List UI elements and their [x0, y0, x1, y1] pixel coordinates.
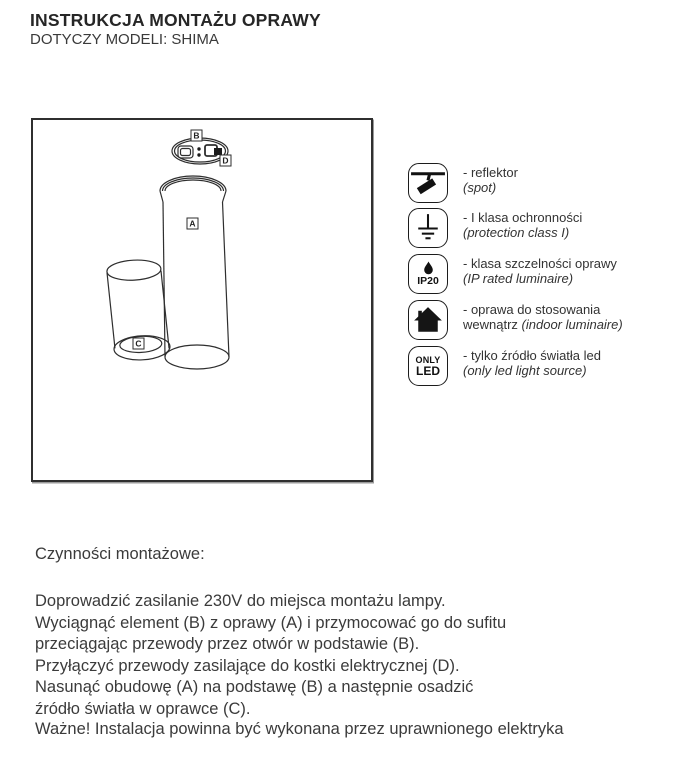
- housing-drawing: [160, 176, 229, 369]
- diagram-frame: [31, 118, 373, 482]
- spot-icon: [408, 163, 448, 203]
- spec-label-en: (protection class I): [463, 224, 570, 240]
- spec-label-pl: - reflektor: [463, 165, 518, 180]
- spec-text-reflektor: [463, 163, 518, 195]
- spec-label-en: (spot): [463, 179, 497, 195]
- spec-row-ip20: [408, 254, 617, 294]
- spec-label-line2: wewnątrz (indoor luminaire): [463, 316, 623, 332]
- spec-label-pl: - tylko źródło światła led: [463, 348, 601, 363]
- instruction-line: Doprowadzić zasilanie 230V do miejsca montażu lampy.: [35, 592, 446, 610]
- svg-text:C: C: [135, 338, 142, 349]
- terminal-block-drawing: [214, 148, 222, 155]
- only-label: ONLY: [415, 355, 441, 365]
- instruction-line: Przyłączyć przewody zasilające do kostki elektrycznej (D).: [35, 656, 460, 675]
- spec-row-indoor: [408, 300, 623, 340]
- part-label-b: [191, 130, 202, 141]
- part-label-a: [187, 218, 198, 229]
- instruction-line: przeciągając przewody przez otwór w podstawie (B).: [35, 635, 420, 653]
- ip20-drop-icon: [408, 254, 448, 294]
- spec-label-pl: - I klasa ochronności: [463, 210, 583, 225]
- spec-label-pl: - klasa szczelności oprawy: [463, 256, 617, 271]
- instruction-line: Wyciągnąć element (B) z oprawy (A) i przymocować go do sufitu: [35, 613, 507, 632]
- luminaire-diagram: [33, 120, 371, 480]
- instructions-steps: [35, 591, 506, 720]
- instruction-line: Nasunąć obudowę (A) na podstawę (B) a następnie osadzić: [35, 678, 474, 696]
- only-led-icon: [408, 346, 448, 386]
- spec-text-only-led: [463, 346, 601, 378]
- svg-text:D: D: [222, 155, 229, 166]
- protection-class-1-icon: [408, 208, 448, 248]
- instructions-heading: Czynności montażowe:: [35, 545, 205, 563]
- svg-text:A: A: [189, 218, 196, 229]
- spec-row-only-led: [408, 346, 601, 386]
- spec-label-en: (IP rated luminaire): [463, 270, 574, 286]
- ip20-label: IP20: [417, 275, 439, 287]
- page-subtitle: DOTYCZY MODELI: SHIMA: [30, 31, 219, 48]
- part-label-d: [220, 155, 231, 166]
- instruction-line: źródło światła w oprawce (C).: [35, 699, 251, 718]
- page-title: INSTRUKCJA MONTAŻU OPRAWY: [30, 10, 321, 30]
- spec-label-pl: - oprawa do stosowania: [463, 302, 601, 317]
- spec-text-indoor: [463, 300, 623, 332]
- spec-row-reflektor: [408, 163, 518, 203]
- svg-text:B: B: [193, 130, 200, 141]
- spec-text-protection-class: [463, 208, 582, 240]
- spec-row-protection-class: [408, 208, 582, 248]
- indoor-house-icon: [408, 300, 448, 340]
- spec-text-ip20: [463, 254, 617, 286]
- spec-label-en: (only led light source): [463, 362, 587, 378]
- instructions-warning: Ważne! Instalacja powinna być wykonana przez uprawnionego elektryka: [35, 720, 564, 738]
- led-label: LED: [416, 364, 440, 378]
- part-label-c: [133, 338, 144, 349]
